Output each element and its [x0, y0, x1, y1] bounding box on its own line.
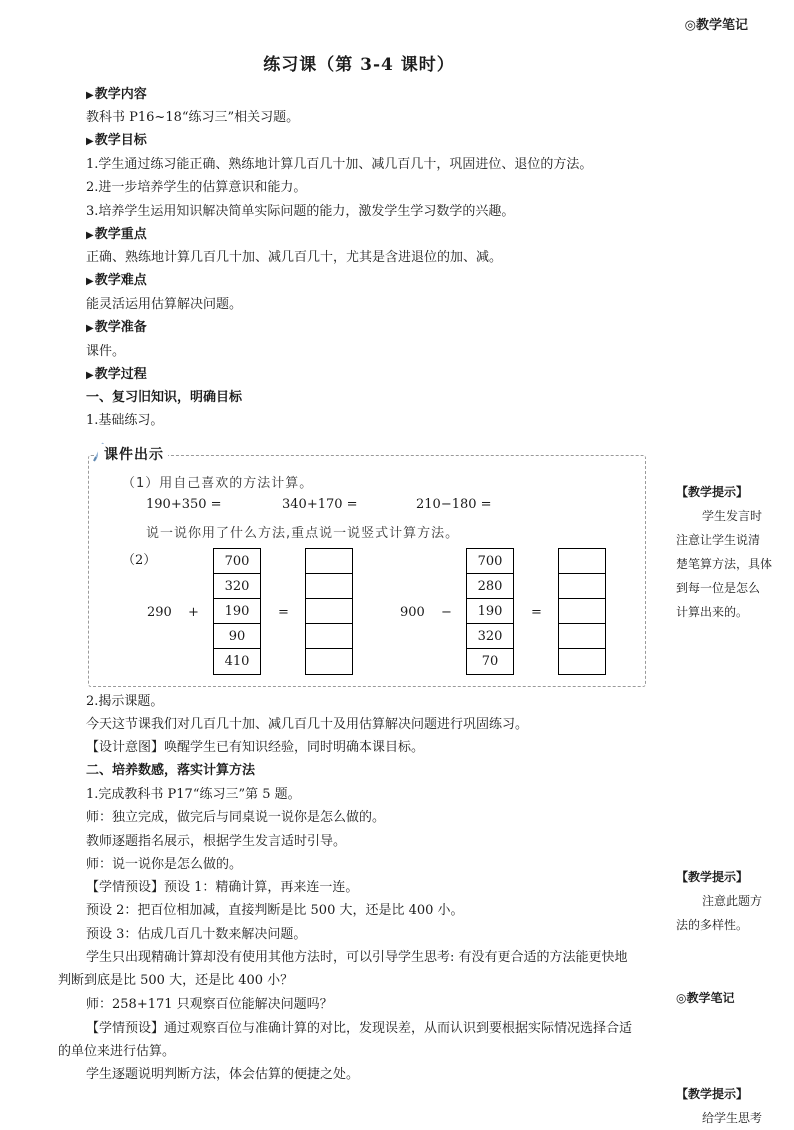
question-1-text: （1）用自己喜欢的方法计算。: [122, 476, 314, 491]
paragraph: 【学情预设】预设 1：精确计算，再来连一连。: [86, 880, 359, 895]
section-heading-key: ▶教学重点: [86, 227, 147, 242]
triangle-bullet-icon: ▶: [86, 323, 94, 334]
tip-heading: 【教学提示】: [676, 1087, 749, 1101]
triangle-bullet-icon: ▶: [86, 230, 94, 241]
tip-line: 学生发言时: [702, 509, 763, 523]
instruction-text: 说一说你用了什么方法,重点说一说竖式计算方法。: [146, 526, 460, 541]
column-cell: 70: [481, 654, 499, 669]
paragraph: 的单位来进行估算。: [58, 1044, 176, 1059]
paragraph: 【学情预设】通过观察百位与准确计算的对比，发现误差，从而认识到要根据实际情况选择合适: [86, 1021, 633, 1036]
paragraph: 师：说一说你是怎么做的。: [86, 857, 243, 872]
section-heading-difficulty: ▶教学难点: [86, 273, 147, 288]
paragraph: 1.完成教科书 P17“练习三”第 5 题。: [86, 787, 301, 802]
part-1-heading: 一、复习旧知识，明确目标: [86, 390, 243, 405]
paragraph: 预设 2：把百位相加减，直接判断是比 500 大，还是比 400 小。: [86, 903, 464, 918]
equals-sign-2: =: [531, 605, 542, 620]
subtrahend-column: [466, 548, 514, 675]
design-intent: 【设计意图】唤醒学生已有知识经验，同时明确本课目标。: [86, 740, 425, 755]
left-operand: 290: [147, 605, 172, 620]
answer-cell[interactable]: [559, 649, 605, 674]
page-title: 练习课（第 3-4 课时）: [263, 55, 455, 75]
answer-column-1[interactable]: [305, 548, 353, 675]
paragraph: 师：独立完成，做完后与同桌说一说你是怎么做的。: [86, 810, 386, 825]
answer-cell[interactable]: [306, 574, 352, 599]
part-1-item-2: 2.揭示课题。: [86, 694, 164, 709]
question-2-label: （2）: [122, 553, 157, 568]
answer-cell[interactable]: [306, 649, 352, 674]
column-cell: 190: [214, 599, 260, 624]
paragraph: 师：258+171 只观察百位能解决问题吗？: [86, 997, 333, 1012]
column-cell: 90: [214, 624, 260, 649]
triangle-bullet-icon: ▶: [86, 90, 94, 101]
equation-1: 190+350 =: [146, 497, 222, 512]
teaching-notes-header: ◎教学笔记: [684, 18, 748, 33]
minus-sign: −: [441, 605, 452, 620]
plus-sign: +: [188, 605, 199, 620]
tip-line: 注意此题方: [702, 894, 763, 908]
column-cell: 700: [467, 549, 513, 574]
right-operand: 900: [400, 605, 425, 620]
section-heading-content: ▶教学内容: [86, 87, 147, 102]
answer-column-2[interactable]: [558, 548, 606, 675]
column-cell: 320: [467, 624, 513, 649]
courseware-title: 课件出示: [98, 444, 168, 464]
answer-cell[interactable]: [559, 624, 605, 649]
triangle-bullet-icon: ▶: [86, 370, 94, 381]
paragraph: 判断到底是比 500 大，还是比 400 小？: [58, 973, 294, 988]
teaching-tip-2: [676, 865, 776, 937]
answer-cell[interactable]: [306, 549, 352, 574]
tip-heading: 【教学提示】: [676, 870, 749, 884]
part-2-heading: 二、培养数感，落实计算方法: [86, 763, 256, 778]
answer-cell[interactable]: [306, 599, 352, 624]
paragraph: 教师逐题指名展示，根据学生发言适时引导。: [86, 834, 347, 849]
tip-line: 计算出来的。: [676, 605, 749, 619]
column-cell: 280: [467, 574, 513, 599]
difficulty-text: 能灵活运用估算解决问题。: [86, 297, 243, 312]
triangle-bullet-icon: ▶: [86, 136, 94, 147]
preparation-text: 课件。: [86, 344, 126, 359]
column-cell: 190: [467, 599, 513, 624]
triangle-bullet-icon: ▶: [86, 276, 94, 287]
tip-line: 注意让学生说清: [676, 533, 761, 547]
goal-2: 2.进一步培养学生的估算意识和能力。: [86, 180, 307, 195]
column-cell: 700: [214, 549, 260, 574]
column-cell: 410: [224, 654, 250, 669]
paragraph: 今天这节课我们对几百几十加、减几百几十及用估算解决问题进行巩固练习。: [86, 717, 529, 732]
teaching-tip-1: [676, 480, 776, 624]
addend-column: [213, 548, 261, 675]
teaching-notes-side: ◎教学笔记: [676, 991, 735, 1005]
section-heading-goals: ▶教学目标: [86, 133, 147, 148]
goal-3: 3.培养学生运用知识解决简单实际问题的能力，激发学生学习数学的兴趣。: [86, 204, 515, 219]
tip-line: 楚笔算方法，具体: [676, 557, 773, 571]
tip-line: 到每一位是怎么: [676, 581, 761, 595]
tip-line: 给学生思考: [702, 1111, 763, 1125]
answer-cell[interactable]: [559, 574, 605, 599]
column-cell: 320: [214, 574, 260, 599]
answer-cell[interactable]: [306, 624, 352, 649]
equals-sign: =: [278, 605, 289, 620]
key-text: 正确、熟练地计算几百几十加、减几百几十，尤其是含进退位的加、减。: [86, 250, 503, 265]
equation-3: 210−180 =: [416, 497, 492, 512]
equation-2: 340+170 =: [282, 497, 358, 512]
goal-1: 1.学生通过练习能正确、熟练地计算几百几十加、减几百几十，巩固进位、退位的方法。: [86, 157, 593, 172]
part-1-item-1: 1.基础练习。: [86, 413, 164, 428]
tip-line: 法的多样性。: [676, 918, 749, 932]
paragraph: 学生只出现精确计算却没有使用其他方法时，可以引导学生思考: 有没有更合适的方法能更快地: [86, 950, 628, 965]
answer-cell[interactable]: [559, 599, 605, 624]
tip-heading: 【教学提示】: [676, 485, 749, 499]
section-heading-process: ▶教学过程: [86, 367, 147, 382]
paragraph: 学生逐题说明判断方法，体会估算的便捷之处。: [86, 1067, 360, 1082]
content-text: 教科书 P16~18“练习三”相关习题。: [86, 110, 300, 125]
answer-cell[interactable]: [559, 549, 605, 574]
paragraph: 预设 3：估成几百几十数来解决问题。: [86, 927, 307, 942]
section-heading-preparation: ▶教学准备: [86, 320, 147, 335]
